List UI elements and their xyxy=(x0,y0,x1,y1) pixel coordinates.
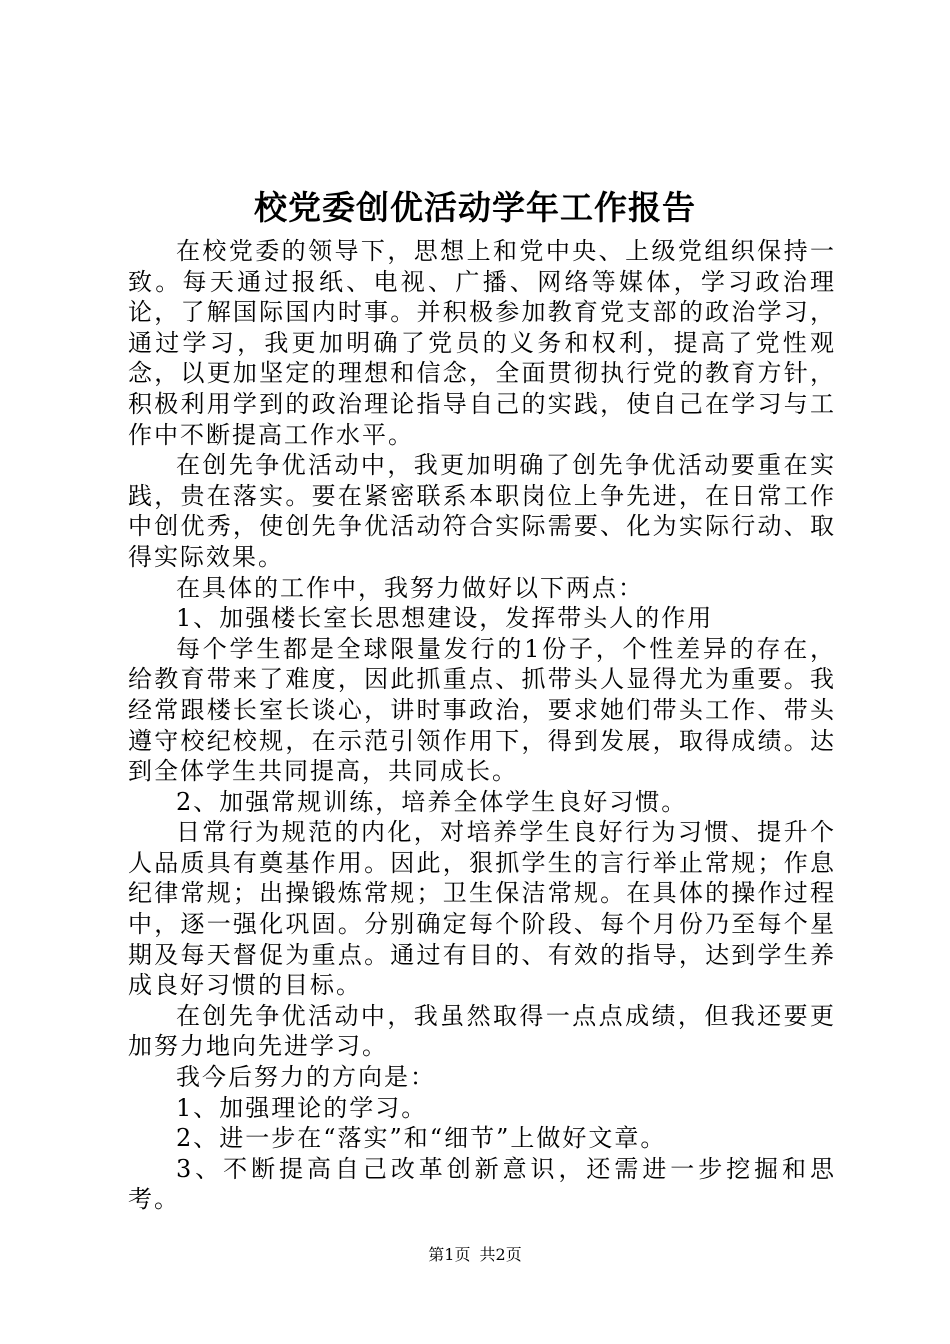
paragraph-11: 2、进一步在“落实”和“细节”上做好文章。 xyxy=(176,1124,667,1153)
paragraph-7: 日常行为规范的内化，对培养学生良好行为习惯、提升个人品质具有奠基作用。因此，狠抓学生的言行举止常规；作息纪律常规；出操锻炼常规；卫生保洁常规。在具体的操作过程中，逐一强化巩固。分别确定每个阶段、每个月份乃至每个星期及每天督促为重点。通过有目的、有效的指导，达到学生养成良好习惯的目标。 xyxy=(128,818,836,1000)
paragraph-4: 1、加强楼长室长思想建设，发挥带头人的作用 xyxy=(176,604,714,633)
paragraph-1: 在校党委的领导下，思想上和党中央、上级党组织保持一致。每天通过报纸、电视、广播、网络等媒体，学习政治理论，了解国际国内时事。并积极参加教育党支部的政治学习，通过学习，我更加明确了党员的义务和权利，提高了党性观念，以更加坚定的理想和信念，全面贯彻执行党的教育方针，积极利用学到的政治理论指导自己的实践，使自己在学习与工作中不断提高工作水平。 xyxy=(128,237,836,449)
paragraph-5: 每个学生都是全球限量发行的1份子，个性差异的存在，给教育带来了难度，因此抓重点、抓带头人显得尤为重要。我经常跟楼长室长谈心，讲时事政治，要求她们带头工作、带头遵守校纪校规，在示范引领作用下，得到发展，取得成绩。达到全体学生共同提高，共同成长。 xyxy=(128,634,836,786)
document-body xyxy=(128,236,836,1215)
paragraph-12: 3、不断提高自己改革创新意识，还需进一步挖掘和思考。 xyxy=(128,1154,836,1214)
paragraph-9: 我今后努力的方向是： xyxy=(176,1063,436,1092)
paragraph-2: 在创先争优活动中，我更加明确了创先争优活动要重在实践，贵在落实。要在紧密联系本职岗位上争先进，在日常工作中创优秀，使创先争优活动符合实际需要、化为实际行动、取得实际效果。 xyxy=(128,451,836,571)
document-title: 校党委创优活动学年工作报告 xyxy=(254,188,696,227)
paragraph-8: 在创先争优活动中，我虽然取得一点点成绩，但我还要更加努力地向先进学习。 xyxy=(128,1001,836,1061)
paragraph-10: 1、加强理论的学习。 xyxy=(176,1093,428,1122)
paragraph-3: 在具体的工作中，我努力做好以下两点： xyxy=(176,573,644,602)
page-footer: 第1页 共2页 xyxy=(428,1245,522,1264)
paragraph-6: 2、加强常规训练，培养全体学生良好习惯。 xyxy=(176,787,688,816)
